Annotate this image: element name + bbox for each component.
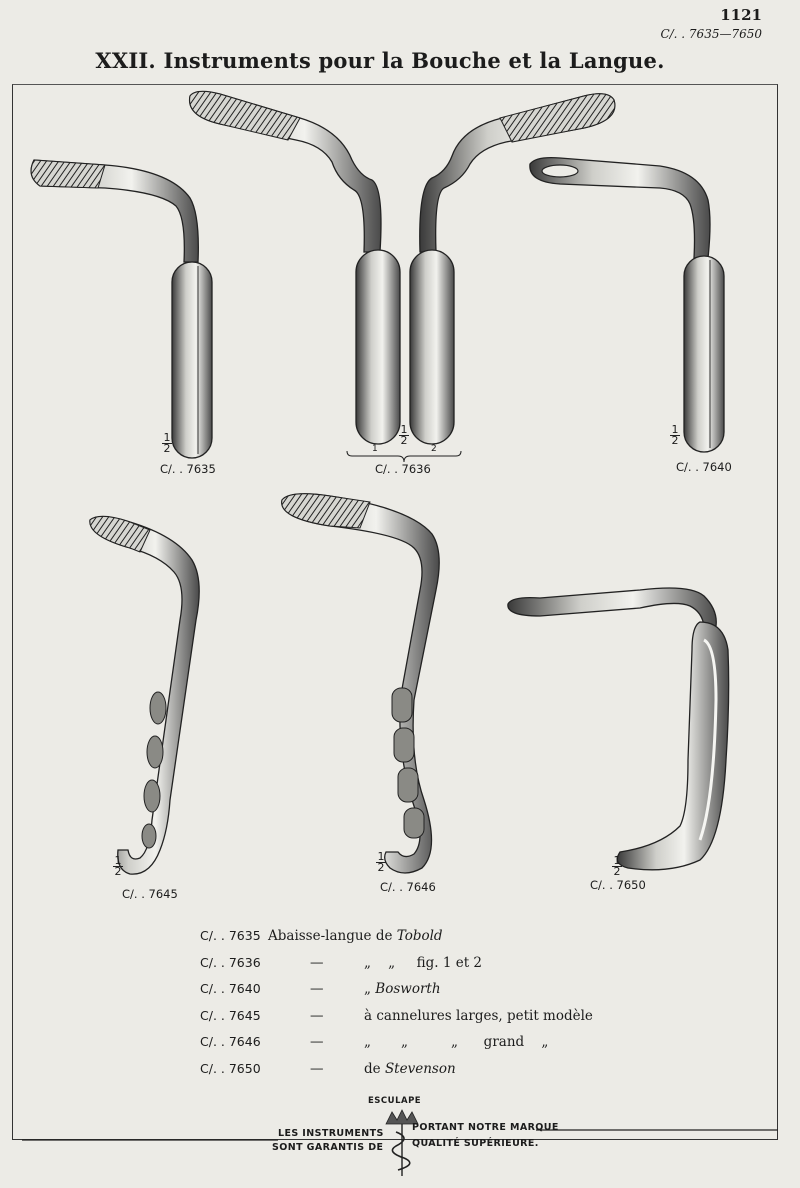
fenestrated-depressor-7645 [90,516,199,874]
legend-dash: — [310,954,324,971]
legend-code: C/. . 7636 [200,954,261,970]
legend-row [200,928,720,955]
footer-right-line1: PORTANT NOTRE MARQUE [412,1122,559,1133]
legend-dash: — [310,1034,324,1050]
legend-row [200,1061,720,1088]
caption-7635: C/. . 7635 [160,462,216,476]
legend-code: C/. . 7635 [200,928,261,943]
footer-left-line1: LES INSTRUMENTS [278,1128,384,1139]
caption-7645: C/. . 7645 [122,887,178,901]
legend-dash: — [310,1060,324,1077]
scale-7646: 1 2 [377,850,385,874]
legend-row [200,981,720,1008]
legend-description: à cannelures larges, petit modèle [364,1007,593,1024]
tobold-depressor-7635 [31,160,212,458]
legend-row [200,955,720,982]
legend-code: C/. . 7645 [200,1007,261,1023]
scale-7635: 1 2 [163,431,171,455]
fig-bracket [347,451,461,462]
tobold-depressor-7636-fig2 [410,94,615,444]
caption-7640: C/. . 7640 [676,460,732,474]
code-range: C/. . 7635—7650 [660,27,762,41]
footer-ornament [22,1110,778,1176]
fig-number-1: 1 [372,444,378,454]
legend-row [200,1034,720,1061]
fenestrated-depressor-7646 [282,494,439,873]
legend-dash: — [310,981,324,997]
legend-description: „ Bosworth [364,981,441,997]
caption-7636: C/. . 7636 [375,462,431,476]
legend-description: Abaisse-langue de Tobold [268,928,443,944]
caption-7646: C/. . 7646 [380,880,436,894]
legend-description: de Stevenson [364,1060,456,1077]
tobold-depressor-7636-fig1 [190,91,400,444]
legend-description: „ „ „ grand „ [364,1034,549,1050]
page-title: XXII. Instruments pour la Bouche et la Langue. [95,48,665,73]
legend-list [200,928,720,1087]
scale-7650: 1 2 [613,854,621,878]
scale-7645: 1 2 [114,854,122,878]
legend-row [200,1008,720,1035]
footer-right-line2: QUALITÉ SUPÉRIEURE. [412,1138,539,1149]
footer-left-line2: SONT GARANTIS DE [272,1142,384,1153]
caption-7650: C/. . 7650 [590,878,646,892]
legend-description: „ „ fig. 1 et 2 [364,954,483,971]
legend-code: C/. . 7640 [200,981,261,996]
fig-number-2: 2 [431,444,437,454]
stevenson-depressor-7650 [508,588,729,870]
bosworth-depressor-7640 [530,158,724,452]
legend-dash: — [310,1007,324,1024]
scale-7640: 1 2 [671,423,679,447]
brand-name: ESCULAPE [368,1096,422,1106]
legend-code: C/. . 7646 [200,1034,261,1049]
page-number: 1121 [720,6,762,24]
scale-7636: 1 2 [400,423,408,447]
legend-code: C/. . 7650 [200,1060,261,1076]
